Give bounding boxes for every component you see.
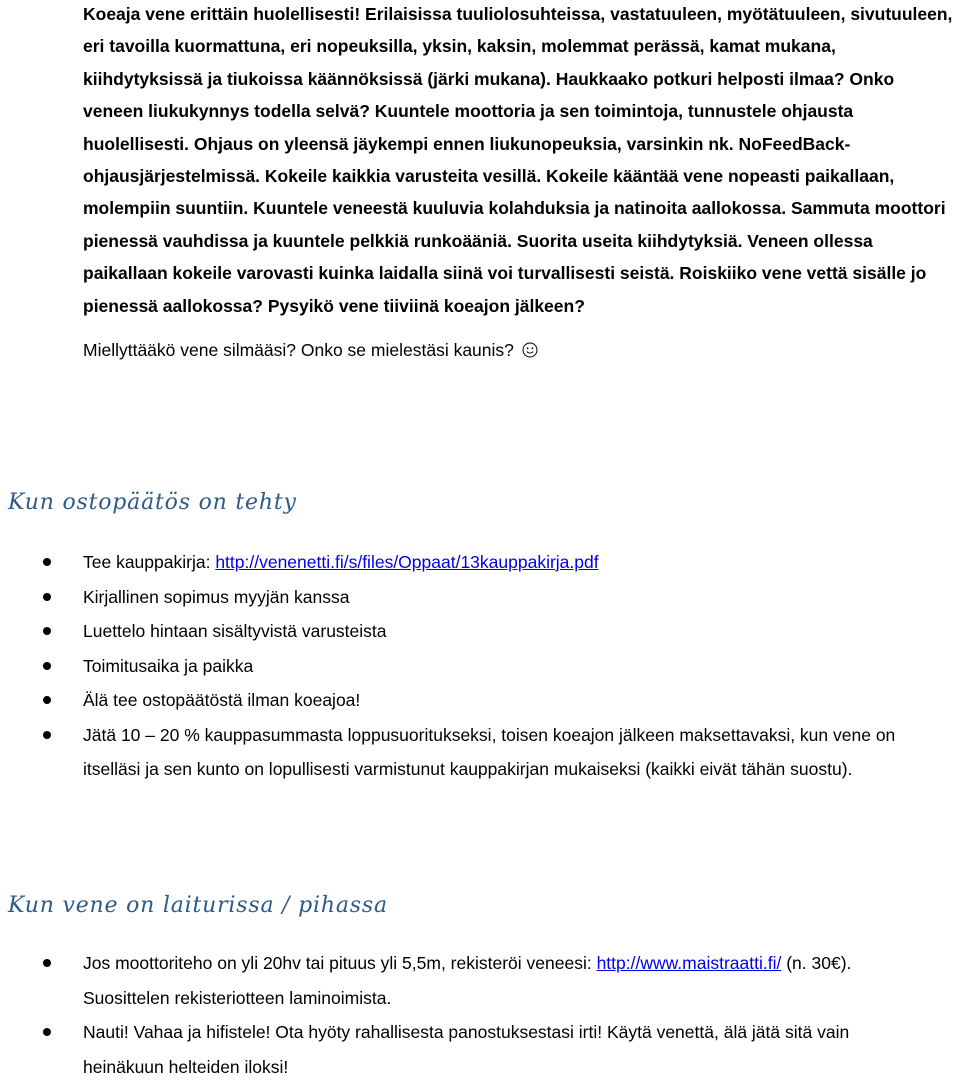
section-heading-dock: Kun vene on laiturissa / pihassa	[8, 893, 388, 918]
bullet-icon	[43, 959, 51, 967]
bullet-icon	[43, 731, 51, 739]
list-item-text: Jätä 10 – 20 % kauppasummasta loppusuoritukseksi, toisen koeajon jälkeen maksettavaksi, kun vene on itselläsi ja sen kunto on lopullisesti varmistunut kauppakirjan mukaiseksi (kaikki eivät tähän suostu).	[83, 724, 896, 779]
dock-list	[43, 946, 933, 1084]
test-drive-paragraph: Koeaja vene erittäin huolellisesti! Erilaisissa tuuliolosuhteissa, vastatuuleen, myötätuuleen, sivutuuleen, eri tavoilla kuormattuna, eri nopeuksilla, yksin, kaksin, molemmat perässä, kamat mukana, kiihdytyksissä ja tiukoissa käännöksissä (järki mukana). Haukkaako potkuri helposti ilmaa? Onko veneen liukukynnys todella selvä? Kuuntele moottoria ja sen toimintoja, tunnustele ohjausta huolellisesti. Ohjaus on yleensä jäykempi ennen liukunopeuksia, varsinkin nk. NoFeedBack-ohjausjärjestelmissä. Kokeile kaikkia varusteita vesillä. Kokeile kääntää vene nopeasti paikallaan, molempiin suuntiin. Kuuntele veneestä kuuluvia kolahduksia ja natinoita aallokossa. Sammuta moottori pienessä vauhdissa ja kuuntele pelkkiä runkoääniä. Suorita useita kiihdytyksiä. Veneen ollessa paikallaan kokeile varovasti kuinka laidalla siinä voi turvallisesti seistä. Roiskiiko vene vettä sisälle jo pienessä aallokossa? Pysyikö vene tiiviinä koeajon jälkeen?	[83, 4, 953, 316]
bullet-icon	[43, 1028, 51, 1036]
list-item-text: Jos moottoriteho on yli 20hv tai pituus yli 5,5m, rekisteröi veneesi:	[83, 953, 597, 973]
list-item-text: Luettelo hintaan sisältyvistä varusteista	[83, 621, 387, 641]
list-item	[43, 683, 933, 718]
bullet-icon	[43, 627, 51, 635]
appearance-question	[83, 334, 953, 366]
list-item-text: (n. 30€). Suosittelen rekisteriotteen laminoimista.	[83, 953, 852, 1008]
bullet-icon	[43, 593, 51, 601]
list-item	[43, 545, 933, 580]
list-item-text: Nauti! Vahaa ja hifistele! Ota hyöty rahallisesta panostuksestasi irti! Käytä venettä, älä jätä sitä vain heinäkuun helteiden iloksi!	[83, 1022, 850, 1077]
list-item-text: Kirjallinen sopimus myyjän kanssa	[83, 586, 350, 607]
list-item	[43, 580, 933, 615]
bullet-icon	[43, 662, 51, 670]
bullet-icon	[43, 696, 51, 704]
smiley-face-icon	[522, 342, 538, 358]
document-body	[83, 0, 953, 366]
appearance-question-text: Miellyttääkö vene silmääsi? Onko se mielestäsi kaunis?	[83, 340, 514, 361]
list-item-text: Toimitusaika ja paikka	[83, 655, 254, 676]
list-item-text: Tee kauppakirja:	[83, 552, 216, 572]
contract-pdf-link[interactable]: http://venenetti.fi/s/files/Oppaat/13kauppakirja.pdf	[215, 552, 599, 572]
section-heading-purchase: Kun ostopäätös on tehty	[8, 490, 297, 515]
bullet-icon	[43, 558, 51, 566]
list-item	[43, 614, 933, 649]
list-item	[43, 718, 933, 787]
list-item	[43, 946, 933, 1015]
purchase-list	[43, 545, 933, 787]
registry-link[interactable]: http://www.maistraatti.fi/	[596, 953, 782, 973]
list-item	[43, 649, 933, 684]
list-item-text: Älä tee ostopäätöstä ilman koeajoa!	[83, 690, 361, 710]
